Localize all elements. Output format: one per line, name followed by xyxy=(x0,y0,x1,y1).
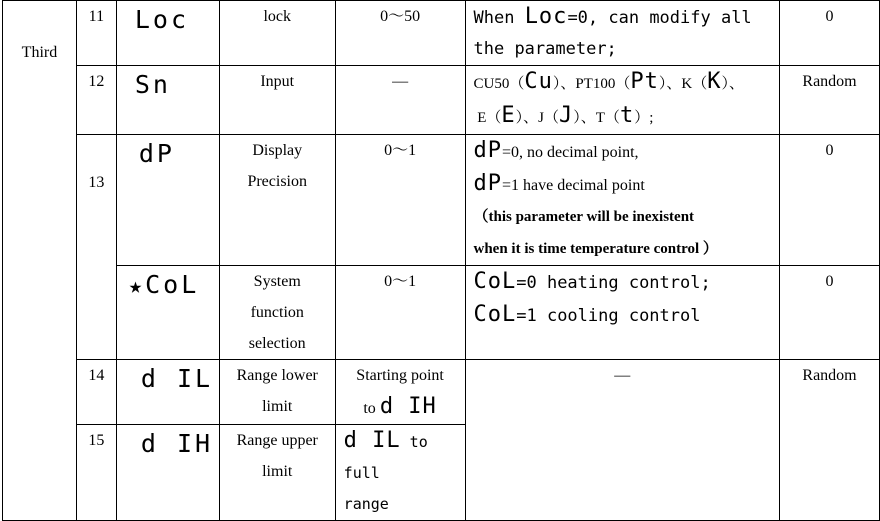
level-cell xyxy=(3,1,77,521)
desc-code: K xyxy=(707,69,722,94)
param-number: 15 xyxy=(76,425,116,521)
desc-text: ）、 xyxy=(721,76,744,92)
desc-code: Pt xyxy=(630,69,659,94)
desc-text: CU50（ xyxy=(473,76,525,92)
range-code: d IH xyxy=(379,394,437,419)
param-range: 0～50 xyxy=(335,1,465,66)
level-label: Third xyxy=(21,44,58,61)
param-range xyxy=(335,360,465,425)
range-line: Starting point xyxy=(356,367,444,384)
param-default: 0 xyxy=(780,135,880,266)
name-line: Range upper xyxy=(236,432,318,449)
desc-code: t xyxy=(619,103,635,128)
table-row xyxy=(3,1,880,66)
param-default: Random xyxy=(780,360,880,521)
param-default: 0 xyxy=(780,1,880,66)
name-line: selection xyxy=(248,335,306,352)
param-name xyxy=(219,360,335,425)
desc-note: when it is time temperature control ） xyxy=(473,241,718,257)
desc-note: （this parameter will be inexistent xyxy=(473,209,695,225)
param-name xyxy=(219,135,335,266)
desc-text: When xyxy=(473,8,525,28)
param-number: 14 xyxy=(76,360,116,425)
param-number: 12 xyxy=(76,66,116,135)
desc-code: CoL xyxy=(473,302,517,327)
star-icon: ★ xyxy=(128,274,146,299)
param-code: Loc xyxy=(116,1,219,66)
param-number: 13 xyxy=(76,135,116,360)
desc-text: E（ xyxy=(477,110,502,126)
range-code: d IL xyxy=(343,428,401,453)
param-code xyxy=(116,266,219,360)
range-line: to full xyxy=(343,433,428,482)
table-row xyxy=(3,66,880,135)
range-line: range xyxy=(343,495,389,513)
name-line: limit xyxy=(262,463,293,480)
param-name xyxy=(219,266,335,360)
param-code: d IL xyxy=(116,360,219,425)
param-code: dP xyxy=(116,135,219,266)
param-range: 0～1 xyxy=(335,266,465,360)
param-range xyxy=(335,425,465,521)
param-description: — xyxy=(465,360,780,521)
code-text: CoL xyxy=(145,270,200,299)
parameter-table xyxy=(2,0,880,521)
param-code: d IH xyxy=(116,425,219,521)
param-range: — xyxy=(335,66,465,135)
desc-code: dP xyxy=(473,138,502,163)
name-line: Range lower xyxy=(236,367,318,384)
name-line: System xyxy=(253,273,301,290)
desc-code: dP xyxy=(473,171,502,196)
desc-text: ）、K（ xyxy=(658,76,708,92)
desc-code: E xyxy=(501,103,516,128)
name-line: function xyxy=(250,304,304,321)
table-row xyxy=(3,360,880,425)
desc-text: the parameter; xyxy=(473,39,617,59)
desc-text: =0 heating control; xyxy=(516,273,711,293)
param-description xyxy=(465,266,780,360)
desc-text: ）、T（ xyxy=(573,110,620,126)
desc-text: =0, no decimal point, xyxy=(502,144,639,161)
desc-text: ）、J（ xyxy=(515,110,560,126)
name-line: limit xyxy=(262,398,293,415)
desc-code: CoL xyxy=(473,269,517,294)
desc-text: ）、PT100（ xyxy=(552,76,631,92)
param-default: 0 xyxy=(780,266,880,360)
name-line: Display xyxy=(252,142,303,159)
name-line: Precision xyxy=(247,173,307,190)
param-description xyxy=(465,135,780,266)
desc-code: Loc xyxy=(524,4,568,29)
param-description xyxy=(465,66,780,135)
param-code: Sn xyxy=(116,66,219,135)
param-description xyxy=(465,1,780,66)
desc-code: J xyxy=(559,103,574,128)
param-number: 11 xyxy=(76,1,116,66)
desc-code: Cu xyxy=(524,69,553,94)
param-name: lock xyxy=(219,1,335,66)
range-line: to xyxy=(363,400,380,417)
param-default: Random xyxy=(780,66,880,135)
desc-text: =0, can modify all xyxy=(567,8,752,28)
desc-text: =1 cooling control xyxy=(516,306,701,326)
desc-text: ）; xyxy=(634,110,654,126)
param-range: 0～1 xyxy=(335,135,465,266)
table-row xyxy=(3,135,880,266)
param-name xyxy=(219,425,335,521)
desc-text: =1 have decimal point xyxy=(502,177,645,194)
param-name: Input xyxy=(219,66,335,135)
table-row xyxy=(3,266,880,360)
